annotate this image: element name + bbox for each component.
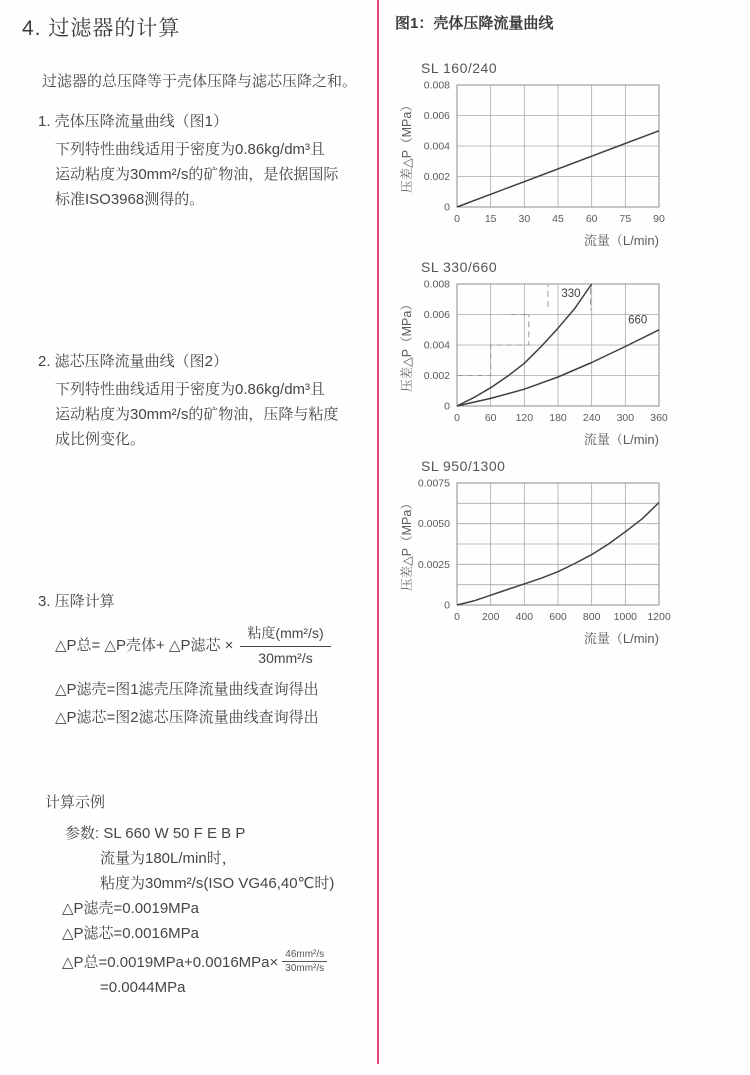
section-1-line: 运动粘度为30mm²/s的矿物油，是依据国际 <box>55 166 339 183</box>
section-3-heading: 3. 压降计算 <box>38 593 115 610</box>
fraction-denominator: 30mm²/s <box>258 650 313 666</box>
x-axis-label: 流量（L/min) <box>583 233 659 248</box>
chart-title-sl330-660: SL 330/660 <box>421 259 498 275</box>
example-housing-drop: △P滤壳=0.0019MPa <box>62 900 200 917</box>
chart-block-sl950-1300 <box>395 458 740 649</box>
svg-text:30: 30 <box>518 213 531 225</box>
example-title: 计算示例 <box>45 794 106 811</box>
chart-block-sl330-660 <box>395 259 740 450</box>
svg-text:90: 90 <box>653 213 665 225</box>
svg-text:360: 360 <box>650 412 668 424</box>
section-housing-curve <box>38 110 338 212</box>
intro-text: 过滤器的总压降等于壳体压降与滤芯压降之和。 <box>42 73 358 90</box>
svg-text:1200: 1200 <box>647 611 671 623</box>
svg-text:0.0050: 0.0050 <box>417 518 450 531</box>
svg-text:0.004: 0.004 <box>423 140 450 153</box>
svg-text:45: 45 <box>552 213 564 225</box>
column-divider <box>377 0 379 1064</box>
series-label-330: 330 <box>561 287 581 300</box>
chart-sl950-1300 <box>395 475 695 649</box>
svg-text:0.006: 0.006 <box>423 309 450 321</box>
chart-title-sl950-1300: SL 950/1300 <box>421 458 506 474</box>
chart-block-sl160-240 <box>395 60 740 251</box>
total-fraction-numerator: 46mm²/s <box>282 949 327 962</box>
calculation-example <box>45 791 334 1001</box>
section-2-line: 下列特性曲线适用于密度为0.86kg/dm³且 <box>55 381 326 398</box>
svg-text:0: 0 <box>444 400 450 413</box>
svg-text:0.004: 0.004 <box>423 339 450 352</box>
svg-text:180: 180 <box>549 412 567 424</box>
section-1-line: 标准ISO3968测得的。 <box>55 191 205 208</box>
svg-text:75: 75 <box>619 213 632 225</box>
svg-text:0.0025: 0.0025 <box>417 558 450 571</box>
svg-text:0: 0 <box>444 201 450 214</box>
example-flow-line: 流量为180L/min时， <box>100 850 237 867</box>
lookup-note-housing: △P滤壳=图1滤壳压降流量曲线查询得出 <box>55 681 319 698</box>
svg-text:0.008: 0.008 <box>423 79 450 92</box>
x-axis-label: 流量（L/min) <box>583 631 659 646</box>
example-viscosity-line: 粘度为30mm²/s(ISO VG46,40℃时) <box>100 875 335 892</box>
formula-lhs: △P总= △P壳体+ △P滤芯 × <box>55 637 234 654</box>
chart-title-sl160-240: SL 160/240 <box>421 60 498 76</box>
figure-column <box>395 12 740 657</box>
example-total-formula <box>62 949 334 974</box>
section-2-line: 成比例变化。 <box>55 431 146 448</box>
svg-text:60: 60 <box>585 213 598 225</box>
total-lhs: △P总=0.0019MPa+0.0016MPa× <box>62 954 279 971</box>
x-axis-label: 流量（L/min) <box>583 432 659 447</box>
example-final-result: =0.0044MPa <box>100 979 186 996</box>
page-title: 4. 过滤器的计算 <box>22 17 181 40</box>
svg-text:0.006: 0.006 <box>423 110 450 122</box>
series-label-660: 660 <box>628 314 648 327</box>
example-element-drop: △P滤芯=0.0016MPa <box>62 925 200 942</box>
svg-text:800: 800 <box>582 611 601 623</box>
svg-text:0.008: 0.008 <box>423 278 450 291</box>
formula-fraction <box>240 623 330 666</box>
svg-text:400: 400 <box>515 611 534 623</box>
section-2-heading: 2. 滤芯压降流量曲线（图2） <box>38 353 229 370</box>
y-axis-label: 压差△P（MPa） <box>400 298 414 392</box>
total-fraction <box>282 949 327 974</box>
fraction-numerator: 粘度(mm²/s) <box>240 623 330 647</box>
svg-text:1000: 1000 <box>613 611 638 623</box>
figure-1-header: 图1：壳体压降流量曲线 <box>395 15 554 32</box>
svg-text:120: 120 <box>515 412 534 424</box>
svg-text:0.0075: 0.0075 <box>417 477 450 490</box>
section-pressure-calc <box>38 590 331 732</box>
pressure-drop-formula <box>55 623 331 666</box>
svg-text:0: 0 <box>454 412 460 424</box>
svg-text:0: 0 <box>454 611 460 623</box>
section-1-heading: 1. 壳体压降流量曲线（图1） <box>38 113 229 130</box>
svg-text:300: 300 <box>616 412 635 424</box>
svg-text:0.002: 0.002 <box>423 370 450 382</box>
chart-sl160-240 <box>395 77 695 251</box>
y-axis-label: 压差△P（MPa） <box>400 497 414 591</box>
total-fraction-denominator: 30mm²/s <box>285 963 325 974</box>
y-axis-label: 压差△P（MPa） <box>400 99 414 193</box>
svg-text:0.002: 0.002 <box>423 171 450 183</box>
section-1-line: 下列特性曲线适用于密度为0.86kg/dm³且 <box>55 141 326 158</box>
chart-sl330-660 <box>395 276 695 450</box>
svg-text:15: 15 <box>484 213 497 225</box>
svg-text:60: 60 <box>484 412 497 424</box>
svg-text:0: 0 <box>454 213 460 225</box>
svg-text:0: 0 <box>444 599 450 612</box>
svg-text:600: 600 <box>549 611 567 623</box>
example-parameters: 参数: SL 660 W 50 F E B P <box>65 825 246 842</box>
section-element-curve <box>38 350 338 452</box>
svg-text:200: 200 <box>481 611 500 623</box>
svg-text:240: 240 <box>582 412 601 424</box>
lookup-note-element: △P滤芯=图2滤芯压降流量曲线查询得出 <box>55 709 319 726</box>
section-2-line: 运动粘度为30mm²/s的矿物油，压降与粘度 <box>55 406 339 423</box>
